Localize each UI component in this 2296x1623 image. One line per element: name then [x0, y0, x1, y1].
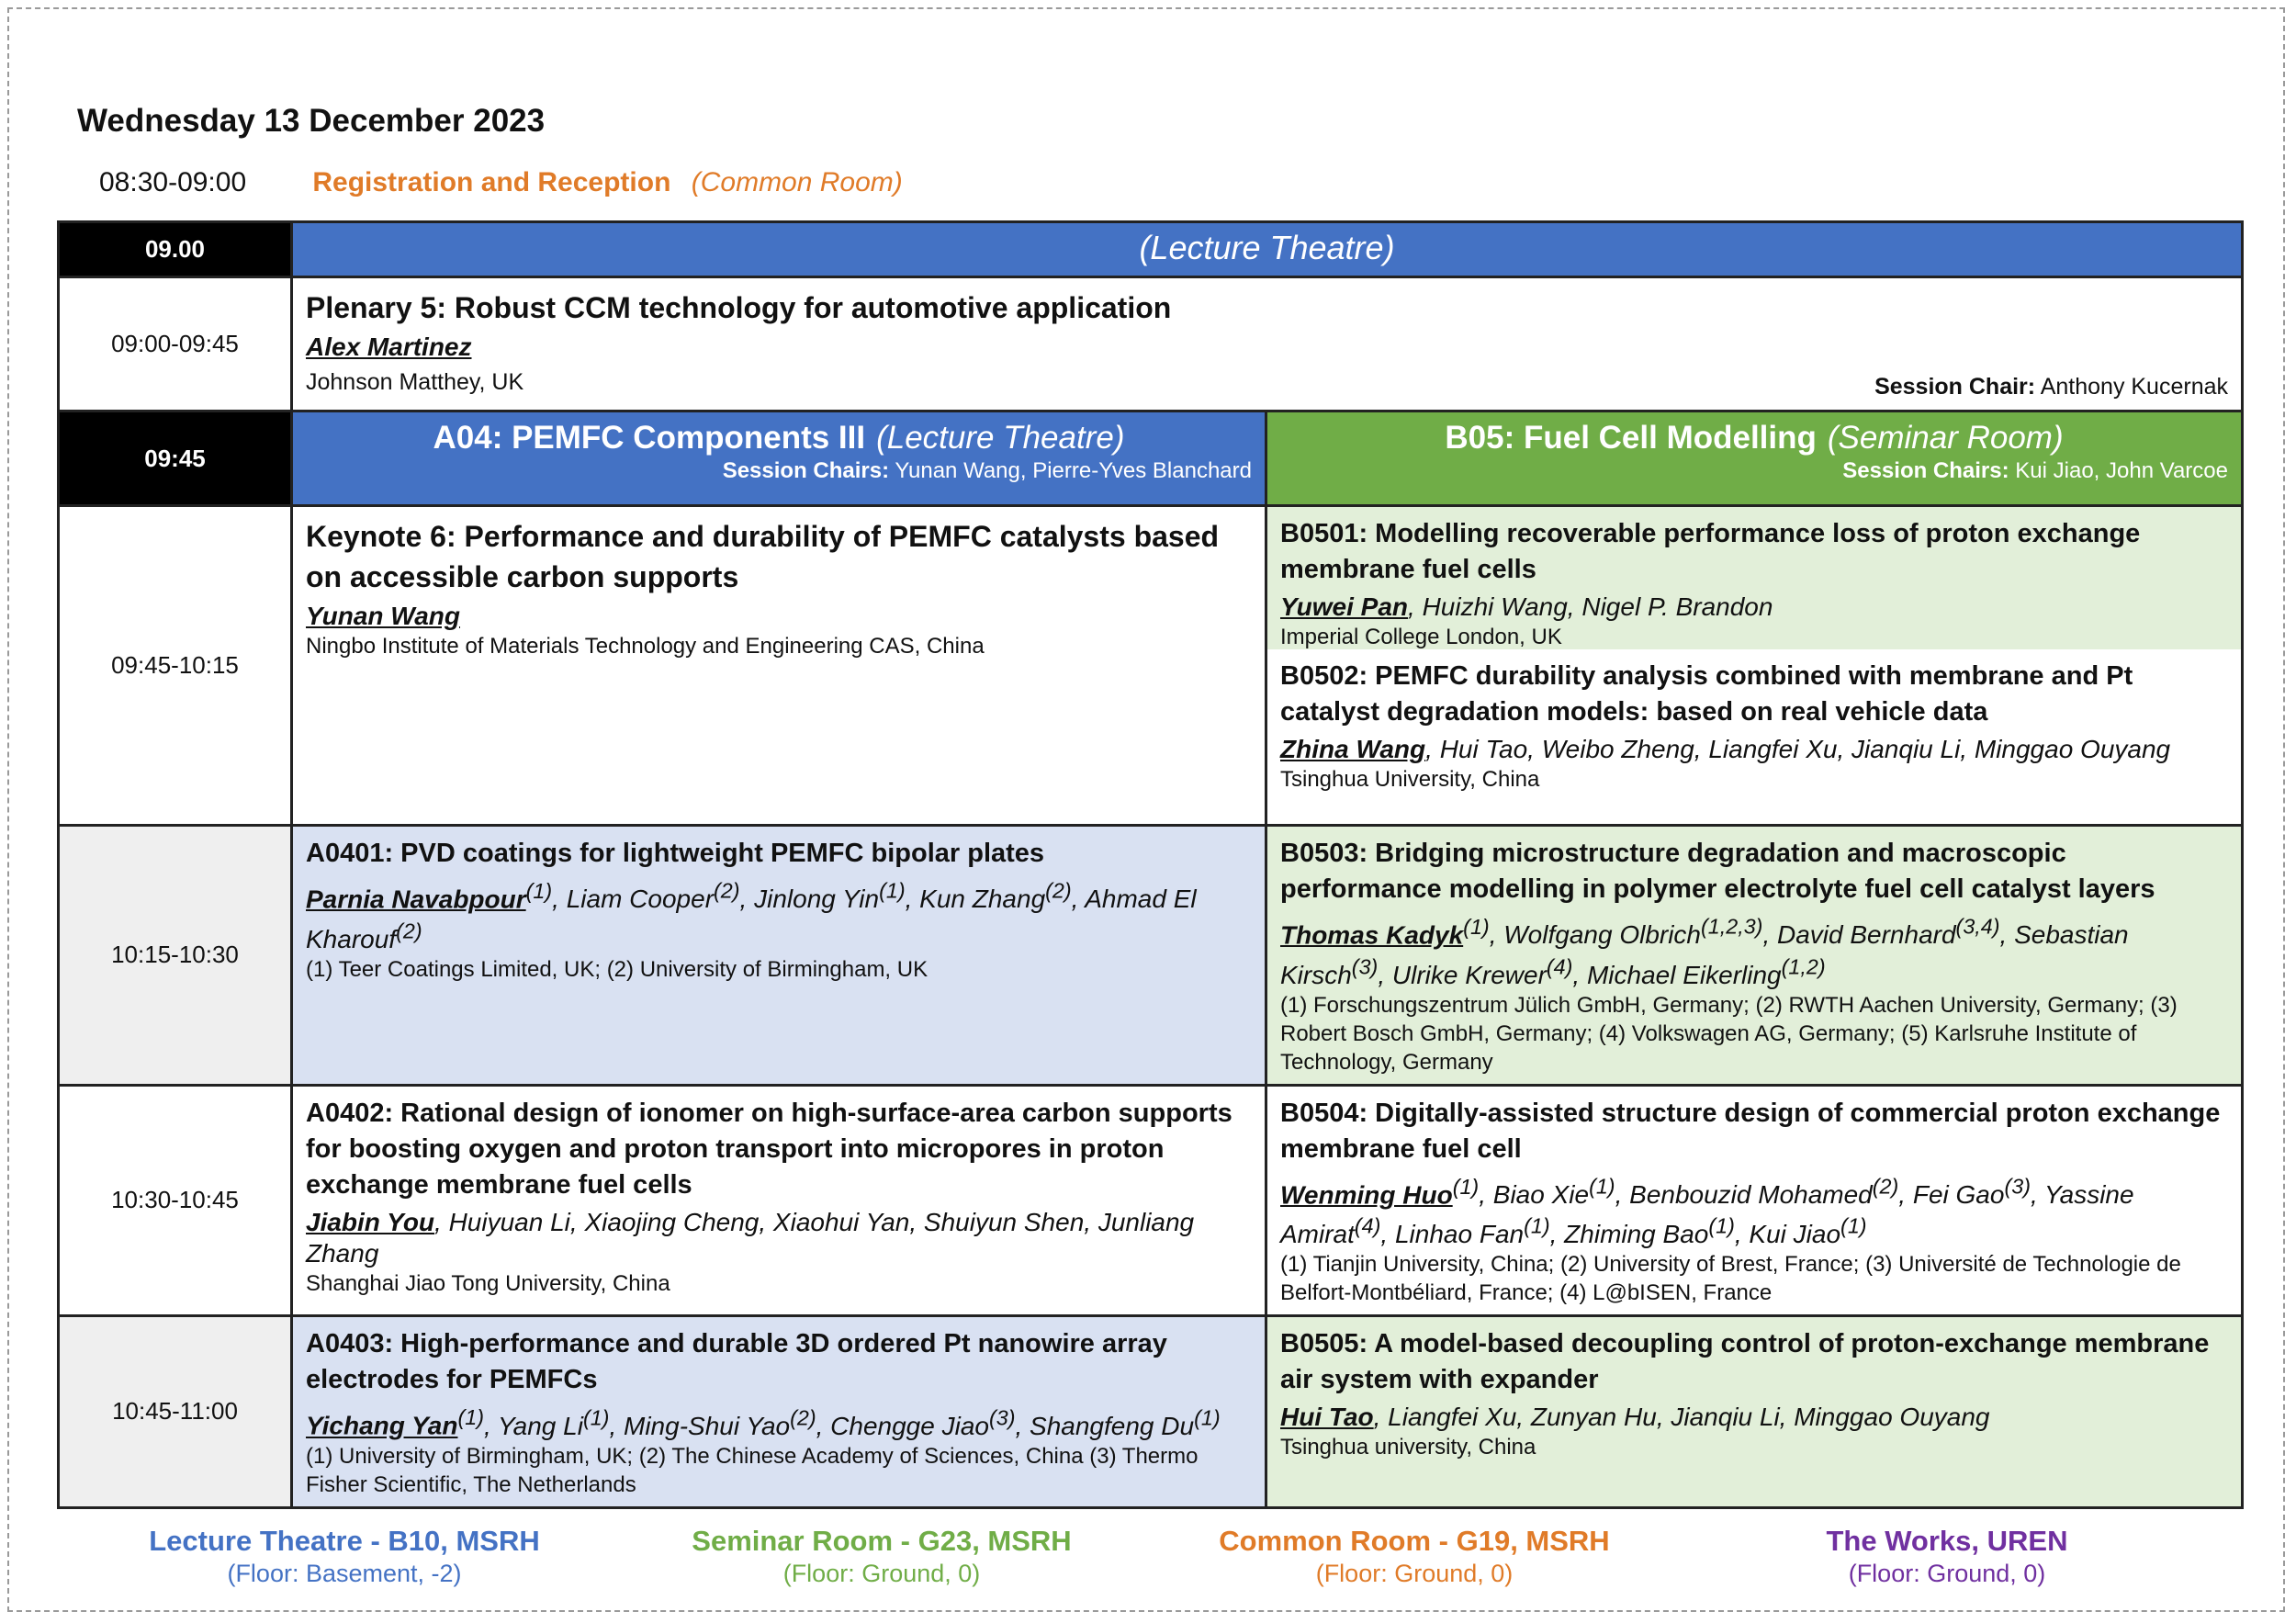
plenary-row — [59, 277, 2243, 411]
affiliation-marker: (1) — [1840, 1213, 1867, 1238]
room-header-label: (Lecture Theatre) — [1139, 229, 1395, 266]
co-author: , Kun Zhang — [905, 885, 1046, 914]
talk-title: A0403: High-performance and durable 3D ordered Pt nanowire array electrodes for PEMFCs — [306, 1329, 1167, 1395]
talk-title: B0502: PEMFC durability analysis combined with membrane and Pt catalyst degradation models: based on real vehicle data — [1280, 661, 2133, 727]
talk-row — [59, 826, 2243, 1086]
co-authors: , Huiyuan Li, Xiaojing Cheng, Xiaohui Yan, Shuiyun Shen, Junliang Zhang — [306, 1207, 1195, 1268]
talk-affiliation: (1) Tianjin University, China; (2) University of Brest, France; (3) Université de Technologie de Belfort-Montbéliard, France; (4) L@bISEN, France — [1280, 1252, 2181, 1306]
affiliation-marker: (2) — [790, 1405, 816, 1430]
presenter-name: Thomas Kadyk — [1280, 920, 1464, 950]
legend-the-works — [1690, 1525, 2204, 1588]
registration-row — [99, 167, 903, 198]
plenary-authors — [306, 332, 2228, 363]
talk-cell-a — [292, 506, 1266, 826]
registration-title: Registration and Reception — [312, 167, 671, 197]
affiliation-marker: (1) — [1524, 1213, 1550, 1238]
time-cell: 10:45-11:00 — [59, 1316, 292, 1507]
presenter-name: Yuwei Pan — [1280, 592, 1409, 621]
affiliation-marker: (1,2) — [1781, 954, 1826, 979]
presenter-name: Parnia Navabpour — [306, 885, 526, 914]
talk-cell-b — [1266, 826, 2243, 1086]
legend-common-room — [1157, 1525, 1671, 1588]
affiliation-marker: (3) — [988, 1405, 1016, 1430]
co-author: , Benbouzid Mohamed — [1615, 1179, 1873, 1209]
co-authors: , Huizhi Wang, Nigel P. Brandon — [1408, 592, 1773, 621]
legend-name: Seminar Room - G23, MSRH — [692, 1525, 1072, 1557]
talk-authors — [306, 1207, 1252, 1269]
affiliation-marker: (4) — [1354, 1213, 1381, 1238]
affiliation-marker: (4) — [1546, 954, 1573, 979]
co-author: , Ulrike Krewer — [1378, 960, 1547, 989]
legend-lecture-theatre — [87, 1525, 602, 1588]
co-author: , Jinlong Yin — [739, 885, 880, 914]
slot-label: 09.00 — [59, 222, 292, 277]
session-b-header — [1266, 411, 2243, 506]
talk-affiliation: Ningbo Institute of Materials Technology and Engineering CAS, China — [306, 634, 985, 659]
presenter-name: Yichang Yan — [306, 1411, 458, 1440]
talk-authors: Thomas Kadyk$^{(1)}$, Wolfgang Olbrich$^{(1,2,3)}$, David Bernhard$^{(3,4)}$, Sebastian Kirsch$^{(3)}$, Ulrike Krewer$^{(4)}$, Michael Eikerling$^{(1,2)}$ — [1280, 915, 2129, 989]
co-author: , Liam Cooper — [552, 885, 715, 914]
talk-title: B0503: Bridging microstructure degradation and macroscopic performance modelling in polymer electrolyte fuel cell catalyst layers — [1280, 839, 2155, 904]
co-author: , Yang Li — [483, 1411, 583, 1440]
time-cell: 10:30-10:45 — [59, 1085, 292, 1316]
talk-cell-b — [1266, 506, 2243, 826]
co-author: , Kui Jiao — [1734, 1220, 1841, 1249]
time-cell: 09:45-10:15 — [59, 506, 292, 826]
talk-authors: Wenming Huo$^{(1)}$, Biao Xie$^{(1)}$, Benbouzid Mohamed$^{(2)}$, Fei Gao$^{(3)}$, Yassine Amirat$^{(4)}$, Linhao Fan$^{(1)}$, Zhiming Bao$^{(1)}$, Kui Jiao$^{(1)}$ — [1280, 1174, 2134, 1249]
talk-title: B0504: Digitally-assisted structure design of commercial proton exchange membrane fuel cell — [1280, 1098, 2221, 1164]
talk-title: B0505: A model-based decoupling control of proton-exchange membrane air system with expander — [1280, 1329, 2210, 1395]
session-chair-label: Session Chair: — [1874, 374, 2036, 400]
co-authors: , Liangfei Xu, Zunyan Hu, Jianqiu Li, Minggao Ouyang — [1373, 1403, 1990, 1432]
co-author: , Ahmad El Kharouf — [306, 885, 1197, 953]
talk-cell-a — [292, 1316, 1266, 1507]
affiliation-marker: (3) — [1351, 954, 1379, 979]
talk-b0501 — [1267, 507, 2241, 649]
presenter-name: Yunan Wang — [306, 602, 460, 630]
talk-b0502 — [1267, 649, 2241, 801]
time-cell: 10:15-10:30 — [59, 826, 292, 1086]
session-a-title: A04: PEMFC Components III — [433, 420, 866, 456]
session-a-chairs-label: Session Chairs: — [722, 458, 890, 483]
co-author: , Wolfgang Olbrich — [1489, 920, 1702, 950]
talk-title: A0402: Rational design of ionomer on high-surface-area carbon supports for boosting oxygen and proton transport into micropores in proton exchange membrane fuel cells — [306, 1098, 1232, 1200]
legend-name: Common Room - G19, MSRH — [1219, 1525, 1610, 1557]
talk-authors — [1280, 1402, 2228, 1433]
slot-header-row — [59, 222, 2243, 277]
affiliation-marker: (2) — [714, 879, 740, 903]
registration-room: (Common Room) — [691, 167, 903, 197]
day-title: Wednesday 13 December 2023 — [77, 103, 546, 139]
talk-affiliation: Imperial College London, UK — [1280, 625, 1562, 649]
legend-name: Lecture Theatre - B10, MSRH — [149, 1525, 540, 1557]
talk-row — [59, 1316, 2243, 1507]
room-header — [292, 222, 2243, 277]
talk-cell-a — [292, 826, 1266, 1086]
talk-authors — [306, 601, 1252, 632]
registration-time: 08:30-09:00 — [99, 167, 247, 197]
legend-floor: (Floor: Basement, -2) — [227, 1560, 462, 1587]
affiliation-marker: (3,4) — [1955, 915, 2000, 939]
co-author: , David Bernhard — [1762, 920, 1956, 950]
affiliation-marker: (1) — [582, 1405, 610, 1430]
session-b-room: (Seminar Room) — [1827, 420, 2064, 456]
session-b-chairs: Kui Jiao, John Varcoe — [2015, 458, 2228, 483]
affiliation-marker: (1) — [879, 879, 906, 903]
talk-affiliation: (1) Forschungszentrum Jülich GmbH, Germany; (2) RWTH Aachen University, Germany; (3) Robert Bosch GmbH, Germany; (4) Volkswagen AG, Germany; (5) Karlsruhe Institute of Technology, Germany — [1280, 992, 2178, 1075]
legend-floor: (Floor: Ground, 0) — [782, 1560, 981, 1587]
talk-title: B0501: Modelling recoverable performance loss of proton exchange membrane fuel cells — [1280, 519, 2141, 584]
affiliation-marker: (2) — [1872, 1174, 1899, 1199]
plenary-title: Plenary 5: Robust CCM technology for automotive application — [306, 291, 1172, 324]
slot-label: 09:45 — [59, 411, 292, 506]
presenter-name: Hui Tao — [1280, 1403, 1374, 1432]
co-authors: , Hui Tao, Weibo Zheng, Liangfei Xu, Jianqiu Li, Minggao Ouyang — [1425, 735, 2171, 763]
talk-row — [59, 1085, 2243, 1316]
affiliation-marker: (2) — [1045, 879, 1072, 903]
legend-seminar-room — [625, 1525, 1139, 1588]
presenter-name: Zhina Wang — [1280, 735, 1426, 763]
co-author: , Zhiming Bao — [1549, 1220, 1709, 1249]
talk-authors: Parnia Navabpour$^{(1)}$, Liam Cooper$^{(2)}$, Jinlong Yin$^{(1)}$, Kun Zhang$^{(2)}$, Ahmad El Kharouf$^{(2)}$ — [306, 879, 1197, 953]
co-author: , Sebastian Kirsch — [1280, 920, 2129, 989]
talk-affiliation: Tsinghua University, China — [1280, 767, 1540, 792]
co-author: , Shangfeng Du — [1015, 1411, 1195, 1440]
talk-cell-b — [1266, 1316, 2243, 1507]
co-author: , Linhao Fan — [1380, 1220, 1525, 1249]
presenter-name: Wenming Huo — [1280, 1179, 1453, 1209]
presenter-name: Jiabin You — [306, 1207, 435, 1236]
session-a-header — [292, 411, 1266, 506]
co-author: , Biao Xie — [1479, 1179, 1590, 1209]
legend-floor: (Floor: Ground, 0) — [1848, 1560, 2046, 1587]
talk-authors — [1280, 734, 2228, 765]
session-b-title: B05: Fuel Cell Modelling — [1445, 420, 1817, 456]
schedule-table — [57, 220, 2244, 1509]
co-author: , Michael Eikerling — [1572, 960, 1782, 989]
talk-row — [59, 506, 2243, 826]
talk-affiliation: Shanghai Jiao Tong University, China — [306, 1270, 670, 1296]
affiliation-marker: (1,2,3) — [1701, 915, 1763, 939]
affiliation-marker: (1) — [1589, 1174, 1615, 1199]
presenter-name: Alex Martinez — [306, 332, 472, 361]
plenary-cell — [292, 277, 2243, 411]
talk-title: A0401: PVD coatings for lightweight PEMFC bipolar plates — [306, 839, 1045, 868]
talk-affiliation: Tsinghua university, China — [1280, 1435, 1536, 1460]
legend-name: The Works, UREN — [1826, 1525, 2068, 1557]
co-author: , Fei Gao — [1898, 1179, 2005, 1209]
session-chair-name: Anthony Kucernak — [2040, 374, 2228, 400]
plenary-affiliation: Johnson Matthey, UK — [306, 369, 524, 395]
talk-affiliation: (1) Teer Coatings Limited, UK; (2) University of Birmingham, UK — [306, 956, 929, 982]
session-a-room: (Lecture Theatre) — [876, 420, 1125, 456]
time-cell: 09:00-09:45 — [59, 277, 292, 411]
affiliation-marker: (1) — [1708, 1213, 1735, 1238]
co-author: , Chengge Jiao — [816, 1411, 989, 1440]
affiliation-marker: (2) — [396, 919, 422, 943]
talk-authors — [1280, 592, 2228, 623]
talk-affiliation: (1) University of Birmingham, UK; (2) The Chinese Academy of Sciences, China (3) Thermo Fisher Scientific, The Netherlands — [306, 1443, 1199, 1497]
session-a-chairs: Yunan Wang, Pierre-Yves Blanchard — [895, 458, 1252, 483]
session-chair — [1874, 374, 2228, 400]
talk-authors: Yichang Yan$^{(1)}$, Yang Li$^{(1)}$, Ming-Shui Yao$^{(2)}$, Chengge Jiao$^{(3)}$, Shangfeng Du$^{(1)}$ — [306, 1405, 1221, 1440]
session-b-chairs-label: Session Chairs: — [1842, 458, 2009, 483]
co-author: , Yassine Amirat — [1280, 1179, 2134, 1249]
co-author: , Ming-Shui Yao — [609, 1411, 791, 1440]
session-header-row — [59, 411, 2243, 506]
affiliation-marker: (1) — [1194, 1405, 1221, 1430]
legend-floor: (Floor: Ground, 0) — [1315, 1560, 1514, 1587]
talk-title: Keynote 6: Performance and durability of PEMFC catalysts based on accessible carbon supports — [306, 520, 1220, 593]
affiliation-marker: (3) — [2004, 1174, 2031, 1199]
talk-cell-b — [1266, 1085, 2243, 1316]
talk-cell-a — [292, 1085, 1266, 1316]
